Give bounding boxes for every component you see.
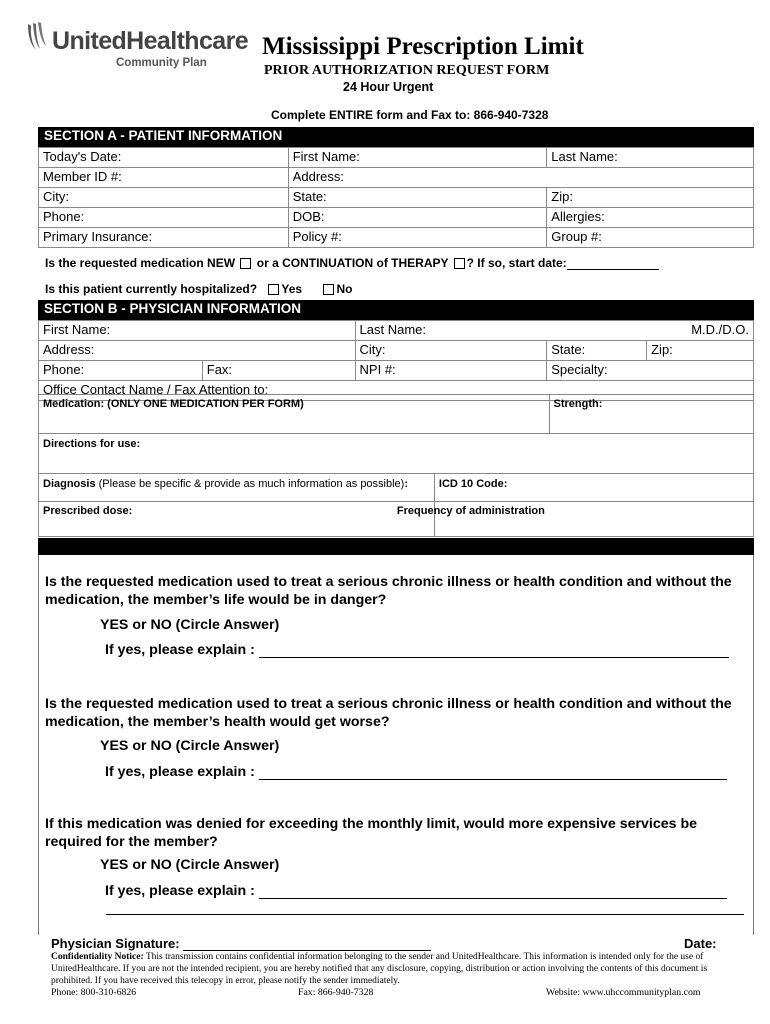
question-1: Is the requested medication used to treat a serious chronic illness or health condition and without the medication, the member’s life would be in danger?: [45, 574, 732, 608]
confidentiality-text: This transmission contains confidential information belonging to the sender and UnitedHealthcare. This information is intended only for the use of UnitedHealthcare. If you are not the intended recipient, you are hereby notified that any disclosure, copying, distribution or action involving the contents of this document is prohibited. If you have received this telecopy in error, please notify the sender immediately.: [51, 952, 708, 986]
date-label: Date:: [684, 936, 717, 951]
table-row: [39, 474, 754, 502]
table-row: [39, 188, 754, 208]
question-2-yes-no[interactable]: YES or NO (Circle Answer): [100, 738, 280, 754]
question-1-explain: [105, 642, 729, 658]
specialty-field[interactable]: Specialty:: [547, 361, 754, 381]
diagnosis-note: (Please be specific & provide as much information as possible): [95, 478, 405, 490]
footer-phone: Phone: 800-310-6826: [51, 987, 137, 998]
signature-label: Physician Signature:: [51, 936, 180, 951]
patient-state-field[interactable]: State:: [288, 188, 547, 208]
md-do-label: M.D./D.O.: [691, 322, 749, 337]
question-3-explain: [105, 883, 727, 899]
question-3-yes-no[interactable]: YES or NO (Circle Answer): [100, 857, 280, 873]
question-part: Is the requested medication NEW: [45, 256, 236, 270]
prescribed-dose-field[interactable]: Prescribed dose:: [39, 502, 435, 537]
start-date-field[interactable]: [567, 257, 659, 270]
physician-phone-field[interactable]: Phone:: [39, 361, 203, 381]
question-3: If this medication was denied for exceeding the monthly limit, would more expensive services be required for the member?: [45, 816, 698, 850]
question-3-explain-field[interactable]: [259, 884, 727, 899]
question-2-explain: [105, 764, 727, 780]
section-a-header: SECTION A - PATIENT INFORMATION: [38, 127, 754, 147]
physician-info-table: [38, 320, 754, 401]
hospitalized-yes-checkbox[interactable]: [268, 284, 279, 295]
physician-last-name-field[interactable]: [355, 321, 753, 341]
patient-last-name-field[interactable]: Last Name:: [547, 148, 754, 168]
right-border: [753, 555, 754, 935]
physician-signature: [51, 936, 431, 951]
left-border: [38, 555, 39, 935]
patient-first-name-field[interactable]: First Name:: [288, 148, 547, 168]
explain-label: If yes, please explain :: [105, 883, 255, 899]
question-1-yes-no[interactable]: YES or NO (Circle Answer): [100, 617, 280, 633]
hospitalized-no-checkbox[interactable]: [323, 284, 334, 295]
confidentiality-label: Confidentiality Notice:: [51, 952, 144, 962]
medication-table: [38, 394, 754, 537]
todays-date-field[interactable]: Today's Date:: [39, 148, 289, 168]
frequency-label: Frequency of administration: [396, 505, 545, 517]
unitedhealthcare-logo-icon: [26, 20, 50, 54]
no-label: No: [336, 282, 353, 296]
form-subtitle: PRIOR AUTHORIZATION REQUEST FORM: [264, 63, 550, 78]
patient-allergies-field[interactable]: Allergies:: [547, 208, 754, 228]
logo-wordmark: UnitedHealthcare: [52, 27, 249, 55]
table-row: [39, 228, 754, 248]
primary-insurance-field[interactable]: Primary Insurance:: [39, 228, 289, 248]
icd-10-field[interactable]: ICD 10 Code:: [434, 474, 753, 502]
table-row: [39, 361, 754, 381]
office-contact-field[interactable]: Office Contact Name / Fax Attention to:: [39, 381, 754, 401]
physician-address-field[interactable]: Address:: [39, 341, 356, 361]
footer-website[interactable]: Website: www.uhccommunityplan.com: [546, 987, 701, 998]
signature-field[interactable]: [183, 939, 431, 951]
logo-subtitle: Community Plan: [116, 57, 207, 69]
physician-fax-field[interactable]: Fax:: [202, 361, 355, 381]
frequency-field[interactable]: [396, 502, 753, 537]
table-row: [39, 321, 754, 341]
directions-field[interactable]: Directions for use:: [39, 434, 754, 474]
table-row: [39, 341, 754, 361]
diagnosis-label: Diagnosis: [43, 478, 96, 490]
urgency-label: 24 Hour Urgent: [343, 80, 434, 94]
table-row: [39, 434, 754, 474]
section-b-header: SECTION B - PHYSICIAN INFORMATION: [38, 300, 754, 320]
yes-label: Yes: [281, 282, 303, 296]
hospitalized-label: Is this patient currently hospitalized?: [45, 282, 258, 296]
diagnosis-colon: :: [404, 478, 409, 490]
medication-field[interactable]: Medication: (ONLY ONE MEDICATION PER FORM): [39, 395, 550, 434]
patient-city-field[interactable]: City:: [39, 188, 289, 208]
policy-number-field[interactable]: Policy #:: [288, 228, 547, 248]
group-number-field[interactable]: Group #:: [547, 228, 754, 248]
section-divider: [38, 538, 754, 555]
question-part: ? If so, start date:: [466, 256, 567, 270]
npi-field[interactable]: NPI #:: [355, 361, 547, 381]
table-row: [39, 395, 754, 434]
table-row: [39, 148, 754, 168]
physician-zip-field[interactable]: Zip:: [647, 341, 754, 361]
patient-address-field[interactable]: Address:: [288, 168, 753, 188]
continuation-checkbox[interactable]: [454, 258, 465, 269]
question-2-explain-field[interactable]: [259, 765, 727, 780]
physician-state-field[interactable]: State:: [547, 341, 647, 361]
form-title: Mississippi Prescription Limit: [262, 33, 584, 60]
footer-fax: Fax: 866-940-7328: [298, 987, 374, 998]
fax-instruction: Complete ENTIRE form and Fax to: 866-940-7328: [271, 108, 549, 122]
member-id-field[interactable]: Member ID #:: [39, 168, 289, 188]
diagnosis-field[interactable]: [39, 474, 435, 502]
question-1-explain-field[interactable]: [259, 643, 729, 658]
confidentiality-notice: [51, 951, 721, 987]
question-2: Is the requested medication used to treat a serious chronic illness or health condition and without the medication, the member’s health would get worse?: [45, 696, 732, 730]
question-part: or a CONTINUATION of THERAPY: [256, 256, 449, 270]
patient-info-table: [38, 147, 754, 248]
table-row: [39, 502, 754, 537]
patient-phone-field[interactable]: Phone:: [39, 208, 289, 228]
question-3-extra-line[interactable]: [106, 914, 744, 915]
hospitalized-question: [45, 282, 352, 296]
physician-first-name-field[interactable]: First Name:: [39, 321, 356, 341]
new-checkbox[interactable]: [240, 258, 251, 269]
strength-field[interactable]: Strength:: [549, 395, 754, 434]
physician-city-field[interactable]: City:: [355, 341, 547, 361]
table-row: [39, 208, 754, 228]
explain-label: If yes, please explain :: [105, 642, 255, 658]
last-name-label: Last Name:: [359, 322, 427, 337]
explain-label: If yes, please explain :: [105, 764, 255, 780]
new-or-continuation-question: [45, 256, 659, 270]
patient-zip-field[interactable]: Zip:: [547, 188, 754, 208]
patient-dob-field[interactable]: DOB:: [288, 208, 547, 228]
table-row: [39, 168, 754, 188]
